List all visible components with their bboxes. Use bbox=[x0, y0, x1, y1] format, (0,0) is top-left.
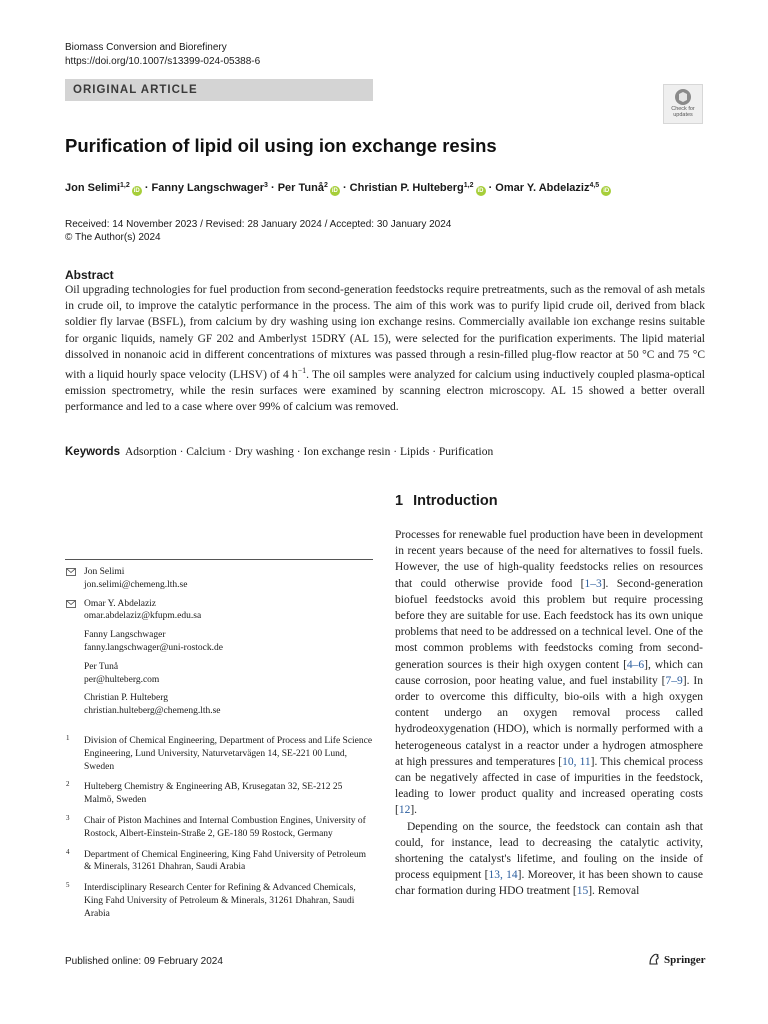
affiliation-entry bbox=[65, 781, 373, 807]
contact-email[interactable]: jon.selimi@chemeng.lth.se bbox=[84, 579, 188, 590]
contact-entry bbox=[65, 692, 373, 718]
abstract-text-part-1: Oil upgrading technologies for fuel production from second-generation feedstocks require pretreatments, such as the removal of ash metals in crude oil, to improve the catalytic performance in the process. The aim of this work was to purify lipid crude oil, derived from black soldier fly larvae (BSFL), from calcium by dry washing using ion exchange resins. Commercially available ion exchange resins suitable for organic liquids, namely GF 202 and Amberlyst 15DRY (AL 15), were selected for the purification experiments. The lipid material dissolved in nonanoic acid in different concentrations of mixtures was passed through a resin-filled plug-flow reactor at 50 °C and 75 °C with a liquid hourly space velocity (LHSV) of 4 h bbox=[65, 284, 705, 381]
check-updates-icon bbox=[674, 88, 692, 106]
contact-name: Per Tunå bbox=[84, 661, 119, 672]
citation-link[interactable]: 4–6 bbox=[626, 658, 645, 671]
author-name: Omar Y. Abdelaziz bbox=[495, 182, 590, 194]
contact-entry bbox=[65, 629, 373, 655]
text-run: ]. Second-generation biofuel feedstocks avoid this problem but require processing before they are suitable for use. Each feedstock has its own unique problems that need to be addressed on a technical level. One of the most common problems with feedstocks coming from second-generation sources is their high oxygen content [ bbox=[395, 577, 704, 671]
keywords-line bbox=[65, 444, 493, 460]
publisher-logo bbox=[647, 951, 706, 969]
keywords-heading: Keywords bbox=[65, 446, 120, 458]
citation-link[interactable]: 15 bbox=[576, 885, 589, 898]
author-separator: · bbox=[267, 182, 278, 194]
article-dates: Received: 14 November 2023 / Revised: 28 January 2024 / Accepted: 30 January 2024 bbox=[65, 219, 452, 230]
envelope-icon bbox=[66, 600, 76, 608]
author-affiliation-sup: 1,2 bbox=[120, 182, 130, 189]
intro-paragraph-1 bbox=[395, 527, 703, 819]
contact-name: Fanny Langschwager bbox=[84, 630, 166, 641]
section-title: Introduction bbox=[413, 493, 498, 509]
contact-name: Omar Y. Abdelaziz bbox=[84, 598, 157, 609]
contact-name: Christian P. Hulteberg bbox=[84, 693, 169, 704]
section-number: 1 bbox=[395, 493, 404, 509]
abstract-text-part-2: . The oil samples were analyzed for calcium using inductively coupled plasma-optical emission spectrometry, while the resin surfaces were examined by scanning electron microscopy. AL 15 showed a better overall performance and led to a case where over 99% of calcium was removed. bbox=[65, 368, 705, 414]
abstract-exponent: −1 bbox=[297, 366, 307, 376]
text-run: ]. This chemical process can be negatively affected in case of impurities in the feedstock, leading to lower product quality and increased operating costs [ bbox=[395, 755, 704, 817]
text-run: Processes for renewable fuel production have been in development in recent years because of the need for alternatives to fossil fuels. However, the use of high-quality feedstocks relies on resources that could otherwise provide food [ bbox=[395, 529, 703, 590]
citation-link[interactable]: 13, 14 bbox=[488, 869, 518, 882]
author-name: Fanny Langschwager bbox=[151, 182, 265, 194]
orcid-icon[interactable]: iD bbox=[331, 188, 338, 194]
contact-entry bbox=[65, 661, 373, 687]
author-separator: · bbox=[339, 182, 350, 194]
affiliation-number: 5 bbox=[66, 881, 70, 890]
citation-link[interactable]: 10, 11 bbox=[562, 755, 591, 768]
abstract-heading: Abstract bbox=[65, 268, 114, 282]
affiliation-entry bbox=[65, 735, 373, 773]
doi-link[interactable]: https://doi.org/10.1007/s13399-024-05388-6 bbox=[65, 56, 261, 67]
contact-entry bbox=[65, 566, 373, 592]
journal-name: Biomass Conversion and Biorefinery bbox=[65, 42, 227, 53]
intro-paragraph-2 bbox=[395, 819, 703, 900]
affiliation-number: 4 bbox=[66, 847, 70, 856]
orcid-icon[interactable]: iD bbox=[133, 188, 140, 194]
text-run: Depending on the source, the feedstock can contain ash that could, for instance, lead to decreasing the catalytic activity, shortening the catalyst's lifetime, and fouling on the inside of process equipment [ bbox=[395, 820, 703, 882]
affiliation-entry bbox=[65, 882, 373, 920]
author[interactable] bbox=[152, 182, 268, 194]
envelope-icon bbox=[66, 568, 76, 576]
author-affiliation-sup: 4,5 bbox=[589, 182, 600, 189]
affiliation-number: 1 bbox=[66, 734, 70, 742]
article-type-banner: ORIGINAL ARTICLE bbox=[65, 79, 373, 101]
orcid-icon[interactable]: iD bbox=[477, 188, 484, 194]
citation-link[interactable]: 1–3 bbox=[584, 577, 602, 590]
copyright-line: © The Author(s) 2024 bbox=[65, 232, 161, 243]
affiliation-text: Hulteberg Chemistry & Engineering AB, Krusegatan 32, SE-212 25 Malmö, Sweden bbox=[84, 782, 343, 806]
author-affiliation-sup: 1,2 bbox=[463, 182, 474, 189]
keywords-list: Adsorption · Calcium · Dry washing · Ion exchange resin · Lipids · Purification bbox=[124, 446, 494, 458]
affiliation-text: Department of Chemical Engineering, King Fahd University of Petroleum & Minerals, 31261 Dhahran, Saudi Arabia bbox=[84, 849, 367, 873]
affiliations-list bbox=[65, 735, 373, 929]
springer-horse-icon bbox=[647, 952, 661, 966]
text-run: ], which can cause corrosion, poor heating value, and fuel instability [ bbox=[395, 658, 703, 687]
affiliation-text: Chair of Piston Machines and Internal Combustion Engines, University of Rostock, Albert-Einstein-Straße 2, GE-180 59 Rostock, Germany bbox=[84, 815, 366, 839]
badge-line-2: updates bbox=[673, 112, 693, 118]
contact-name: Jon Selimi bbox=[84, 567, 125, 577]
author[interactable] bbox=[495, 182, 611, 194]
article-title: Purification of lipid oil using ion exchange resins bbox=[65, 135, 497, 156]
author-name: Christian P. Hulteberg bbox=[349, 182, 464, 194]
text-run: ]. Moreover, it has been shown to cause char formation during HDO treatment [ bbox=[395, 869, 704, 898]
contact-email[interactable]: christian.hulteberg@chemeng.lth.se bbox=[84, 706, 221, 717]
published-date: Published online: 09 February 2024 bbox=[65, 956, 223, 967]
author-affiliation-sup: 3 bbox=[264, 182, 268, 189]
introduction-heading bbox=[395, 491, 498, 511]
affiliation-text: Interdisciplinary Research Center for Refining & Advanced Chemicals, King Fahd University of Petroleum & Minerals, 31261 Dhahran, Saudi Arabia bbox=[84, 883, 356, 919]
author-name: Jon Selimi bbox=[65, 182, 121, 194]
affiliation-entry bbox=[65, 849, 373, 875]
affiliation-entry bbox=[65, 815, 373, 841]
abstract-text bbox=[65, 282, 705, 415]
author-separator: · bbox=[485, 182, 496, 194]
author-name: Per Tunå bbox=[277, 182, 324, 194]
orcid-icon[interactable]: iD bbox=[603, 188, 610, 194]
affiliation-number: 3 bbox=[66, 813, 70, 822]
introduction-body bbox=[395, 527, 703, 900]
text-run: ]. In order to overcome this difficulty, bio-oils with a high oxygen content undergo an oxygen removal process called hydrodeoxygenation (HDO), which is normally performed with a heterogeneous catalyst in a reactor under a hydrogen atmosphere at high pressures and temperatures [ bbox=[395, 674, 703, 768]
contact-email[interactable]: fanny.langschwager@uni-rostock.de bbox=[84, 642, 223, 653]
author[interactable] bbox=[65, 182, 142, 194]
author-list bbox=[65, 178, 611, 196]
author-affiliation-sup: 2 bbox=[323, 182, 328, 189]
footnote-divider bbox=[65, 559, 373, 560]
publisher-name: Springer bbox=[664, 954, 706, 966]
citation-link[interactable]: 7–9 bbox=[665, 674, 683, 687]
affiliation-text: Division of Chemical Engineering, Department of Process and Life Science Engineering, Lund University, Naturvetarvägen 14, SE-221 00 Lund, Sweden bbox=[84, 736, 373, 772]
text-run: ]. bbox=[410, 804, 418, 817]
author-separator: · bbox=[141, 182, 152, 194]
author[interactable] bbox=[350, 182, 486, 194]
author[interactable] bbox=[278, 182, 340, 194]
text-run: ]. Removal bbox=[588, 885, 640, 898]
check-for-updates-badge[interactable] bbox=[663, 84, 703, 124]
affiliation-number: 2 bbox=[66, 780, 70, 789]
author-contacts bbox=[65, 566, 373, 724]
contact-email[interactable]: omar.abdelaziz@kfupm.edu.sa bbox=[84, 611, 202, 622]
badge-line-1: Check for bbox=[671, 106, 695, 112]
contact-email[interactable]: per@hulteberg.com bbox=[84, 674, 160, 685]
citation-link[interactable]: 12 bbox=[398, 804, 411, 817]
contact-entry bbox=[65, 598, 373, 624]
